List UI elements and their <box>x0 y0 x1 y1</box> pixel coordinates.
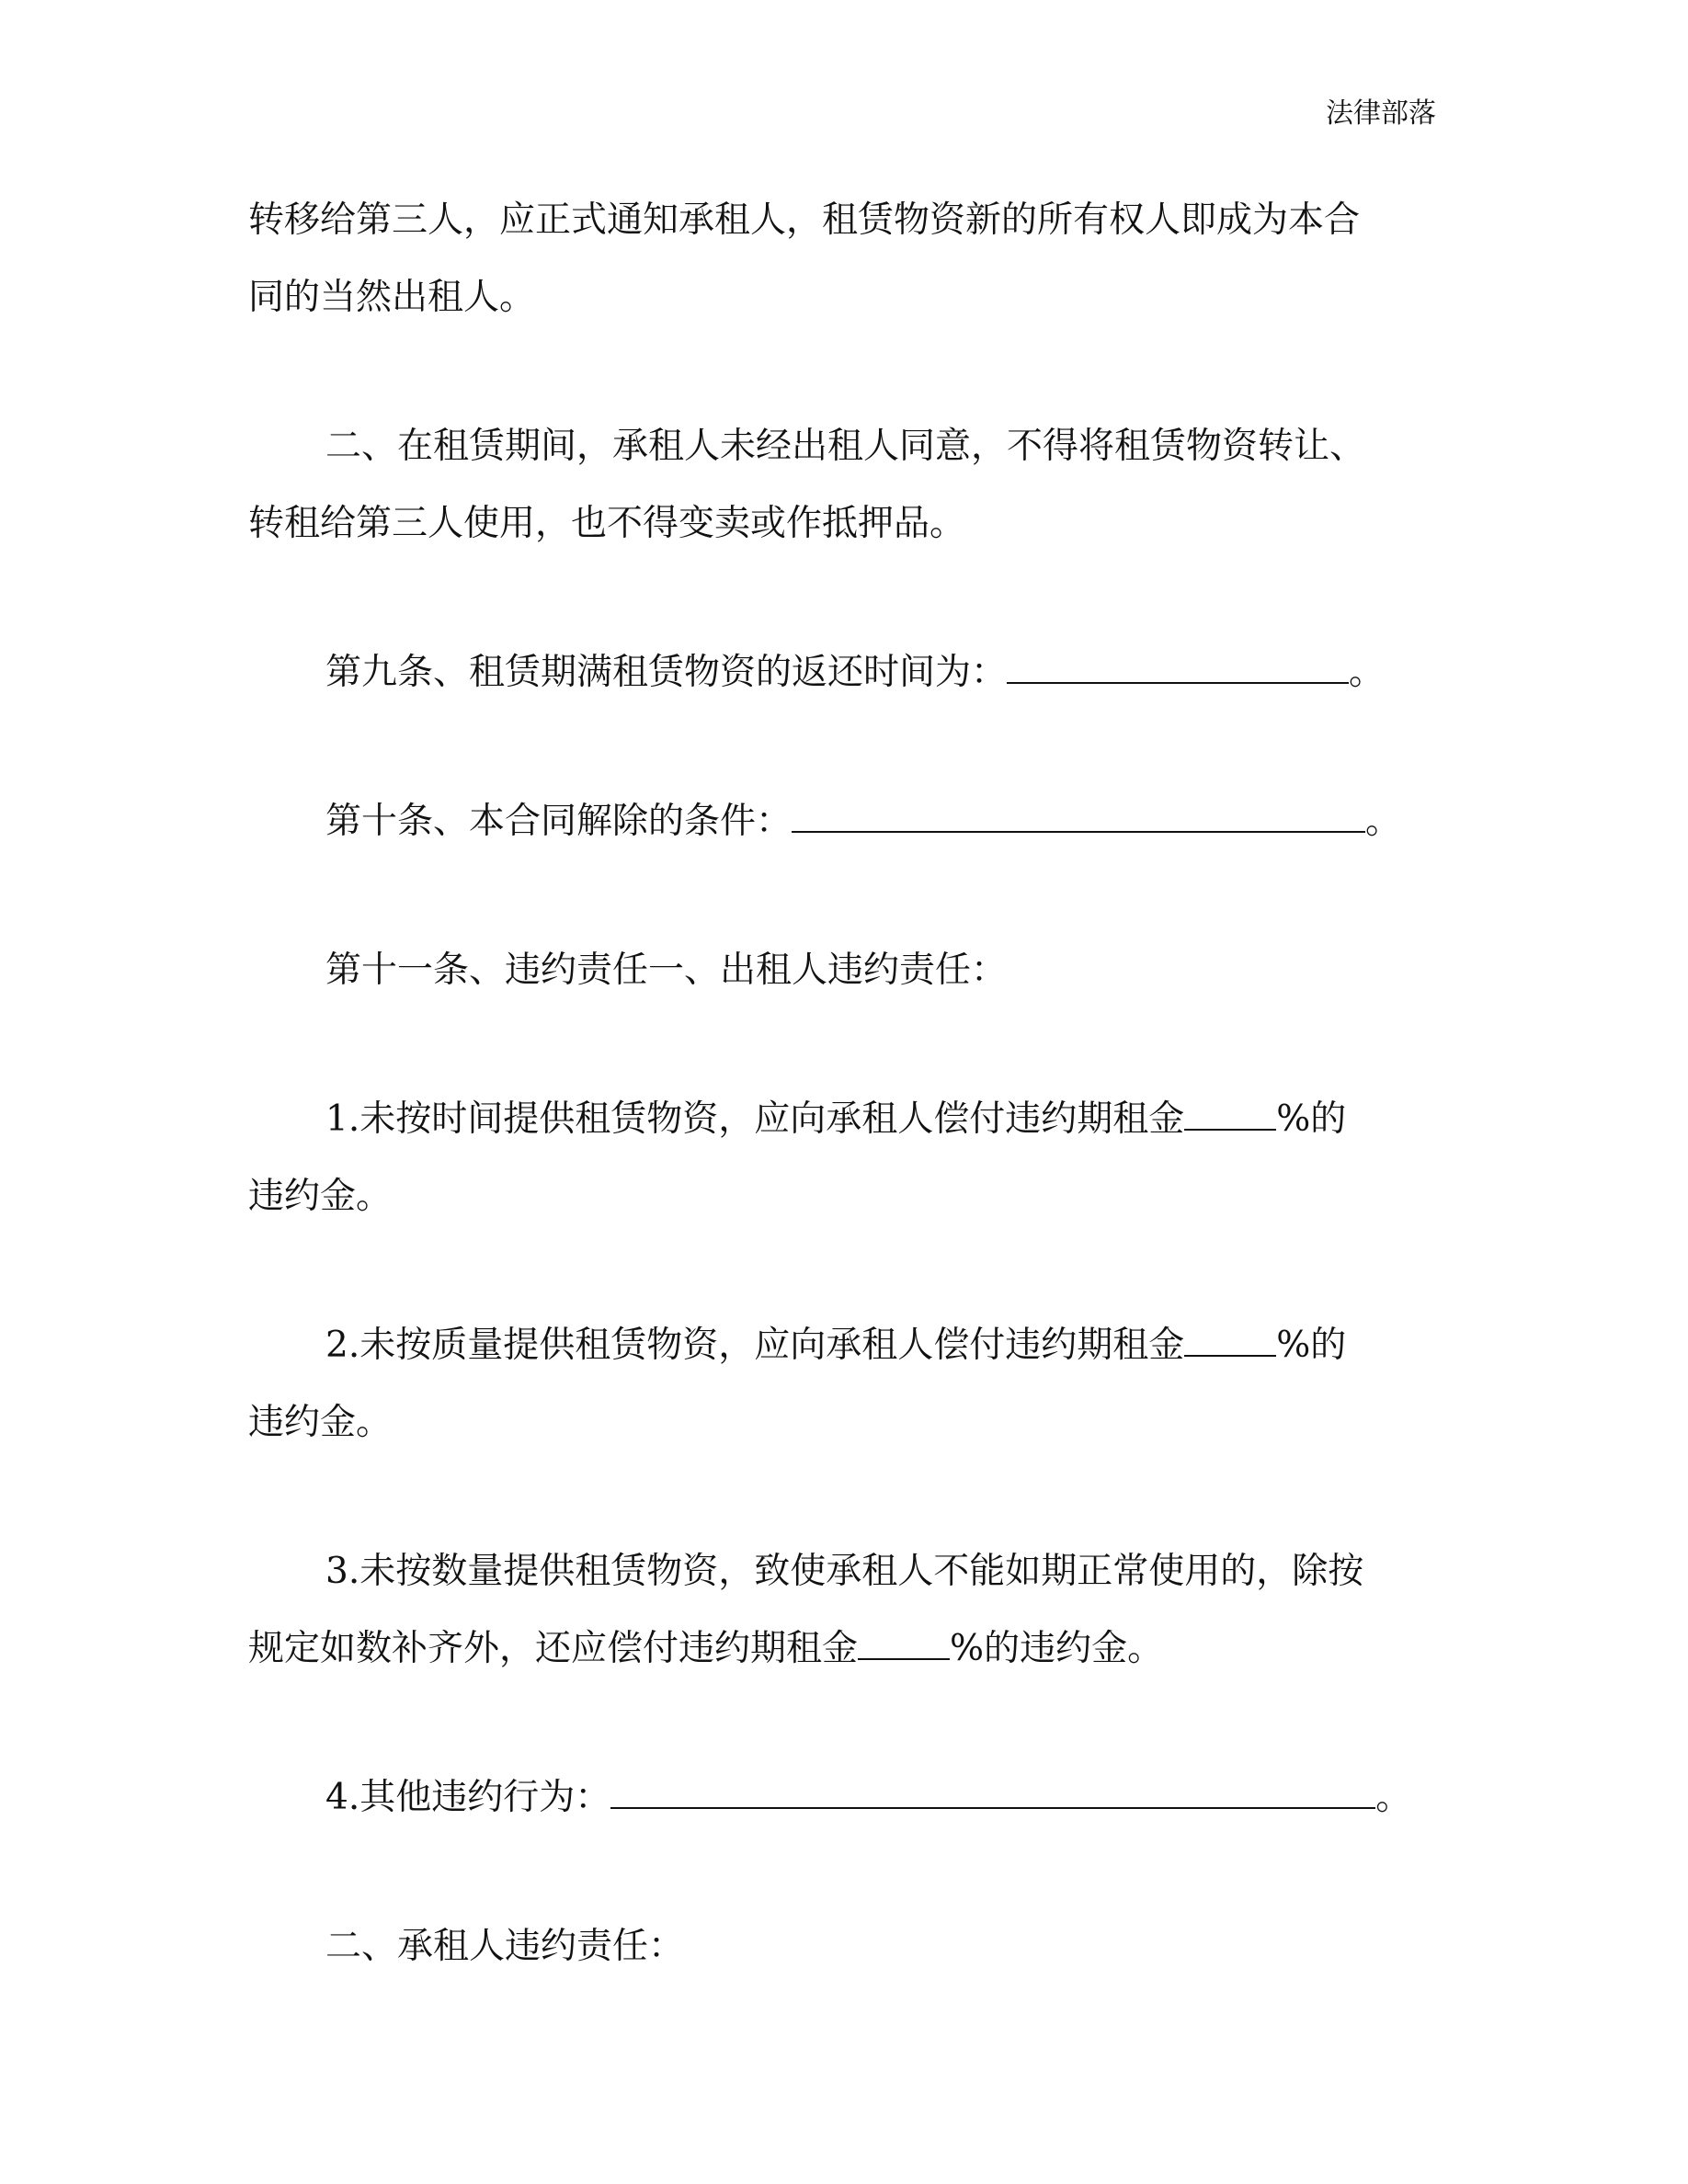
termination-conditions-blank <box>792 800 1365 833</box>
text-line: 违约金。 <box>248 1402 393 1443</box>
item-2 <box>248 1307 1438 1462</box>
item-3-suffix: %的违约金。 <box>950 1628 1164 1669</box>
period: 。 <box>1375 1777 1412 1818</box>
section-heading: 二、承租人违约责任： <box>325 1926 685 1967</box>
header-brand: 法律部落 <box>1326 97 1436 130</box>
text-line: 转租给第三人使用，也不得变卖或作抵押品。 <box>248 503 966 544</box>
percent-blank <box>1184 1324 1276 1357</box>
item-1-text: 1.未按时间提供租赁物资，应向承租人偿付违约期租金 <box>325 1098 1185 1140</box>
item-1 <box>248 1081 1438 1235</box>
percent-blank <box>858 1627 950 1660</box>
item-3-text: 规定如数补齐外，还应偿付违约期租金 <box>248 1628 859 1669</box>
item-3 <box>248 1533 1438 1688</box>
item-4 <box>248 1759 1438 1837</box>
text-line: 转移给第三人，应正式通知承租人，租赁物资新的所有权人即成为本合 <box>248 199 1361 241</box>
percent-blank <box>1184 1098 1276 1131</box>
other-breach-blank <box>610 1776 1375 1809</box>
item-4-text: 4.其他违约行为： <box>325 1777 611 1818</box>
article-10 <box>248 783 1438 860</box>
article-9 <box>248 634 1438 711</box>
return-time-blank <box>1007 651 1349 684</box>
article-9-text: 第九条、租赁期满租赁物资的返还时间为： <box>325 652 1008 693</box>
document-body <box>248 182 1438 2057</box>
text-line: 违约金。 <box>248 1176 393 1217</box>
article-11-text: 第十一条、违约责任一、出租人违约责任： <box>325 950 1008 991</box>
text-line: 同的当然出租人。 <box>248 277 536 318</box>
article-10-text: 第十条、本合同解除的条件： <box>325 801 793 842</box>
period: 。 <box>1365 801 1402 842</box>
text-line: 3.未按数量提供租赁物资，致使承租人不能如期正常使用的，除按 <box>325 1551 1364 1592</box>
article-11 <box>248 932 1438 1009</box>
period: 。 <box>1349 652 1386 693</box>
paragraph-ownership-transfer <box>248 182 1438 336</box>
item-2-text: 2.未按质量提供租赁物资，应向承租人偿付违约期租金 <box>325 1325 1185 1366</box>
section-lessee-liability <box>248 1908 1438 1985</box>
item-1-suffix: %的 <box>1276 1098 1347 1140</box>
text-line: 二、在租赁期间，承租人未经出租人同意，不得将租赁物资转让、 <box>325 426 1366 467</box>
item-2-suffix: %的 <box>1276 1325 1347 1366</box>
paragraph-no-sublease <box>248 408 1438 563</box>
